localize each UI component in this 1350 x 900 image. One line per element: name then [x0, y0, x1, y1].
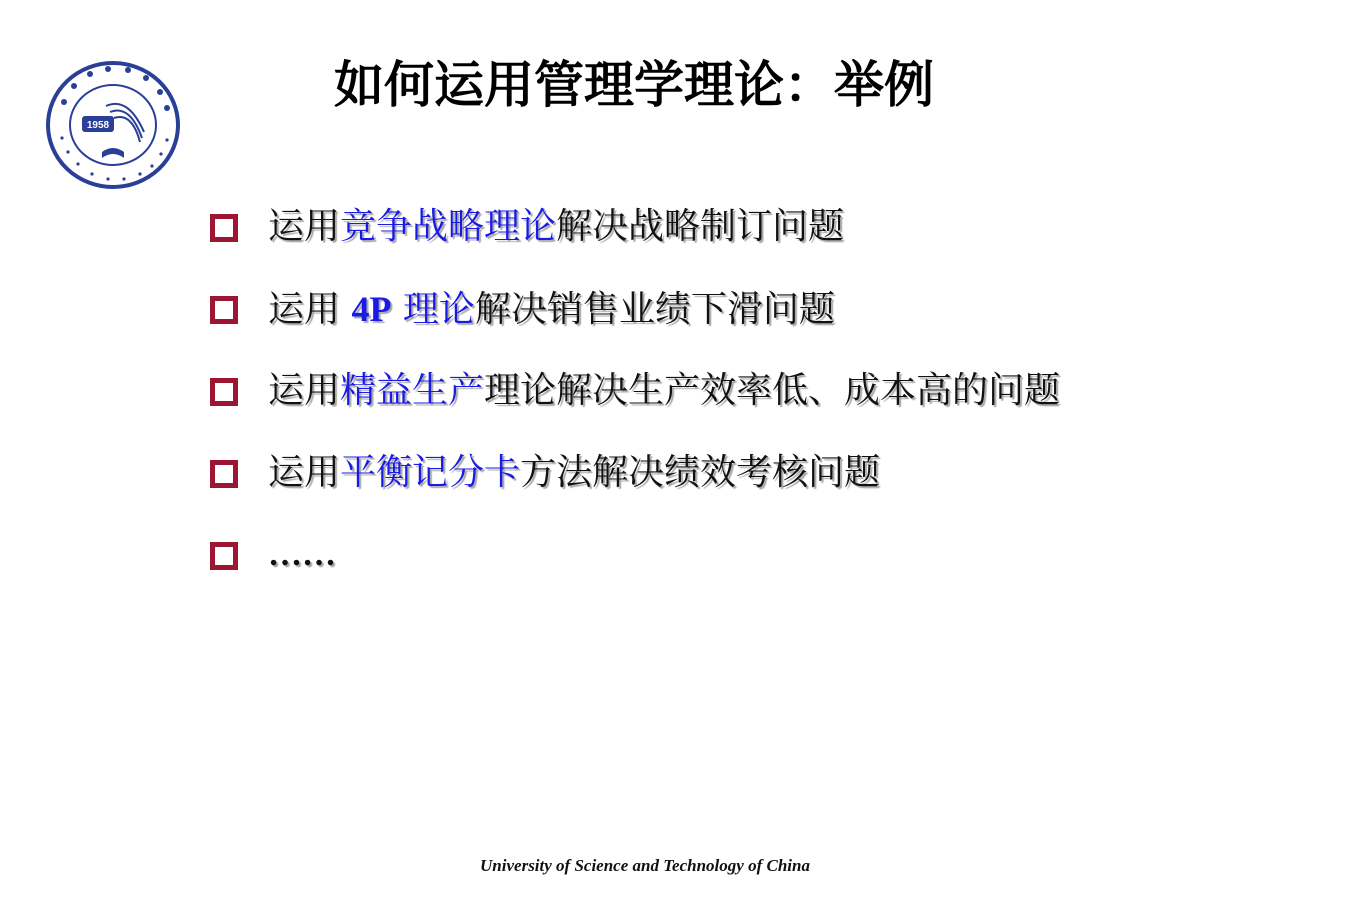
bullet-prefix: 运用 [268, 370, 341, 411]
square-bullet-icon [210, 296, 238, 324]
bullet-highlight-2: 理论 [391, 289, 475, 330]
bullet-highlight: 竞争战略理论 [340, 206, 557, 247]
bullet-text [268, 202, 844, 252]
bullet-suffix: 解决销售业绩下滑问题 [474, 289, 835, 330]
bullet-text [268, 366, 1060, 416]
square-bullet-icon [210, 214, 238, 242]
bullet-text [268, 284, 835, 335]
bullet-ellipsis: …… [268, 536, 336, 573]
bullet-text [268, 448, 880, 498]
bullet-prefix: 运用 [268, 206, 341, 247]
square-bullet-icon [210, 460, 238, 488]
university-seal-icon [44, 60, 182, 190]
bullet-prefix: 运用 [268, 452, 341, 493]
slide-title: 如何运用管理学理论：举例 [334, 56, 934, 114]
bullet-highlight: 平衡记分卡 [340, 452, 521, 493]
bullet-suffix: 方法解决绩效考核问题 [520, 452, 881, 493]
bullet-highlight: 精益生产 [340, 370, 485, 411]
bullet-prefix: 运用 [268, 289, 352, 330]
footer-text: University of Science and Technology of China [480, 856, 810, 875]
bullet-highlight: 4P [351, 289, 392, 329]
footer-institution [0, 856, 1350, 876]
square-bullet-icon [210, 542, 238, 570]
bullet-suffix: 理论解决生产效率低、成本高的问题 [484, 370, 1061, 411]
seal-graphic [44, 60, 182, 190]
bullet-suffix: 解决战略制订问题 [556, 206, 845, 247]
square-bullet-icon [210, 378, 238, 406]
svg-text:1958: 1958 [86, 120, 110, 131]
